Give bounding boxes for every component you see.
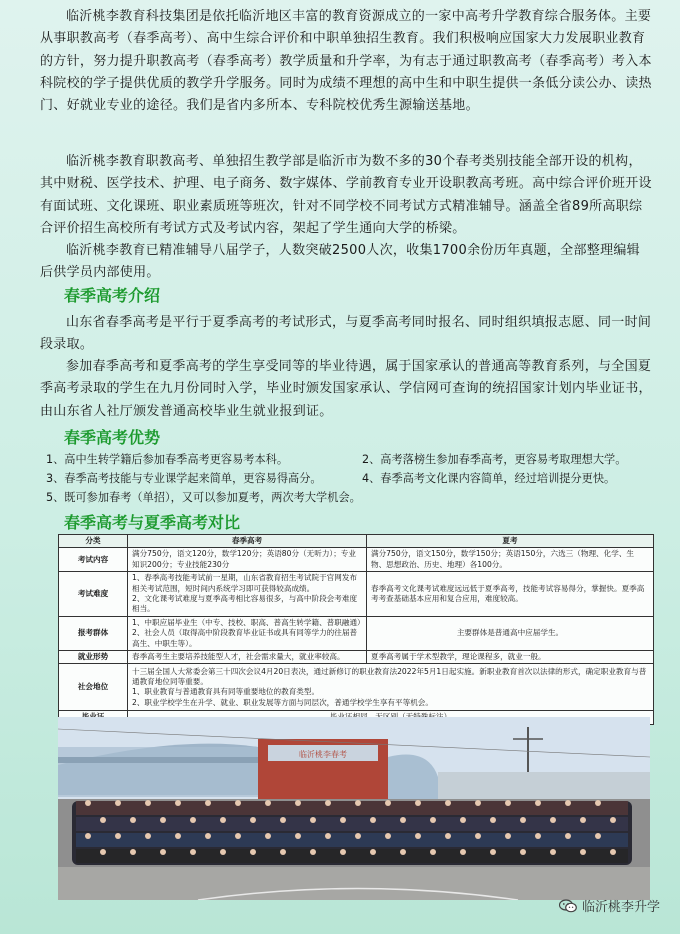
table-header-spring: 春季高考 [128,535,367,548]
table-header-summer: 夏考 [367,535,654,548]
cell-line: 2、文化课考试难度与夏季高考相比容易很多，与高中阶段会考难度相当。 [132,594,358,614]
cell-line: 春季高考文化课考试难度远远低于夏季高考，技能考试容易得分，掌握快。夏季高考考查基础基本应用和复合应用，难度较高。 [371,583,645,604]
advantage-item-3: 3、春季高考技能与专业课学起来简单，更容易得高分。 [46,472,322,485]
table-header-category: 分类 [59,535,128,548]
table-row [59,616,654,650]
cell-line: 1、中职应届毕业生（中专、技校、职高、普高生转学籍、普职融通） [132,617,365,627]
table-row [59,572,654,617]
spring-cell [128,651,367,664]
spring-exam-intro-paragraph-1: 山东省春季高考是平行于夏季高考的考试形式，与夏季高考同时报名、同时组织填报志愿、同一时间段录取。 [40,315,652,353]
row-label: 考试难度 [59,572,128,617]
cell-line: 春季高考生主要培养技能型人才，社会需求量大，就业率较高。 [132,652,345,662]
advantage-item-4: 4、春季高考文化课内容简单，经过培训提分更快。 [362,472,616,485]
advantage-item-5: 5、既可参加春考（单招），又可以参加夏考，两次考大学机会。 [46,491,361,504]
advantage-item-1: 1、高中生转学籍后参加春季高考更容易考本科。 [46,453,289,466]
cell-line: 1、职业教育与普通教育具有同等重要地位的教育类型。 [132,687,320,697]
row-label: 考试内容 [59,548,128,572]
cell-line: 十三届全国人大常委会第三十四次会议4月20日表决，通过新修订的职业教育法2022年5月1日起实施。新职业教育首次以法律的形式，确定职业教育与普通教育地位同等重要。 [132,666,647,687]
cell-line: 2、社会人员（取得高中阶段教育毕业证书或具有同等学力的往届普高生、中职生等）。 [132,628,358,648]
spring-exam-intro-paragraph-2: 参加春季高考和夏季高考的学生享受同等的毕业待遇，属于国家承认的普通高等教育系列，与全国夏季高考录取的学生在九月份同时入学，毕业时颁发国家承认、学信网可查询的统招国家计划内毕业证书，由山东省人社厅颁发普通高校毕业生就业报到证。 [40,359,652,419]
watermark [559,896,660,915]
intro-paragraph-1: 临沂桃李教育科技集团是依托临沂地区丰富的教育资源成立的一家中高考升学教育综合服务体。主要从事职教高考（春季高考）、高中生综合评价和中职单独招生教育。我们积极响应国家大力发展职业教育的方针，努力提升职教高考（春季高考）教学质量和升学率，为有志于通过职教高考（春季高考）考入本科院校的学子提供优质的教学升学服务。同时为成绩不理想的高中生和中职生提供一条低分读公办、读热门、好就业专业的途径。我们是省内多所本、专科院校优秀生源输送基地。 [40,9,652,114]
table-header-row [59,535,654,548]
section-title-advantages: 春季高考优势 [64,428,161,447]
intro-paragraph-2: 临沂桃李教育职教高考、单独招生教学部是临沂市为数不多的30个春考类别技能全部开设的机构，其中财税、医学技术、护理、电子商务、数字媒体、学前教育专业开设职教高考班。高中综合评价班开设有面试班、文化课班、职业素质班等班次，针对不同学校不同考试方式精准辅导。涵盖全省89所高职综合评价招生高校所有考试方式及考试内容，架起了学生通向大学的桥梁。 [40,154,652,236]
table-row [59,651,654,664]
table-row [59,548,654,572]
intro-paragraph-3: 临沂桃李教育已精准辅导八届学子，人数突破2500人次，收集1700余份历年真题，全部整理编辑后供学员内部使用。 [40,243,640,281]
building-sign: 临沂桃李春考 [299,750,347,759]
cell-line: 1、春季高考技能考试前一星期，山东省教育招生考试院于官网发布相关考试范围，短时间内系统学习即可获得较高成绩。 [132,573,358,593]
section-title-intro: 春季高考介绍 [64,286,161,305]
watermark-text: 临沂桃李升学 [581,900,660,915]
advantage-item-2: 2、高考落榜生参加春季高考，更容易考取理想大学。 [362,453,627,466]
summer-cell [367,651,654,664]
group-photo-illustration [58,717,650,900]
social-status-cell [128,664,654,711]
cell-line: 夏季高考属于学术型教学，理论课程多，就业一般。 [371,652,546,662]
wechat-icon [559,899,577,913]
summer-cell [367,548,654,572]
cell-line: 满分750分，语文120分，数学120分；英语80分（无听力）；专业知识200分；专业技能230分 [132,549,356,569]
cell-line: 2、职业学校学生在升学、就业、职业发展等方面与同层次，普通学校学生享有平等机会。 [132,697,433,707]
section-title-comparison: 春季高考与夏季高考对比 [64,513,241,532]
cell-line: 满分750分，语文150分，数学150分；英语150分，六选三（物理、化学、生物、思想政治、历史、地理）各100分。 [371,549,635,569]
summer-cell [367,616,654,650]
student-group [72,800,632,865]
group-photo [58,717,650,900]
summer-cell [367,572,654,617]
row-label: 社会地位 [59,664,128,711]
spring-cell [128,616,367,650]
row-label: 就业形势 [59,651,128,664]
row-label: 报考群体 [59,616,128,650]
spring-cell [128,572,367,617]
cell-line: 主要群体是普通高中应届学生。 [456,628,564,638]
spring-cell [128,548,367,572]
comparison-table [58,534,654,725]
table-row [59,664,654,711]
